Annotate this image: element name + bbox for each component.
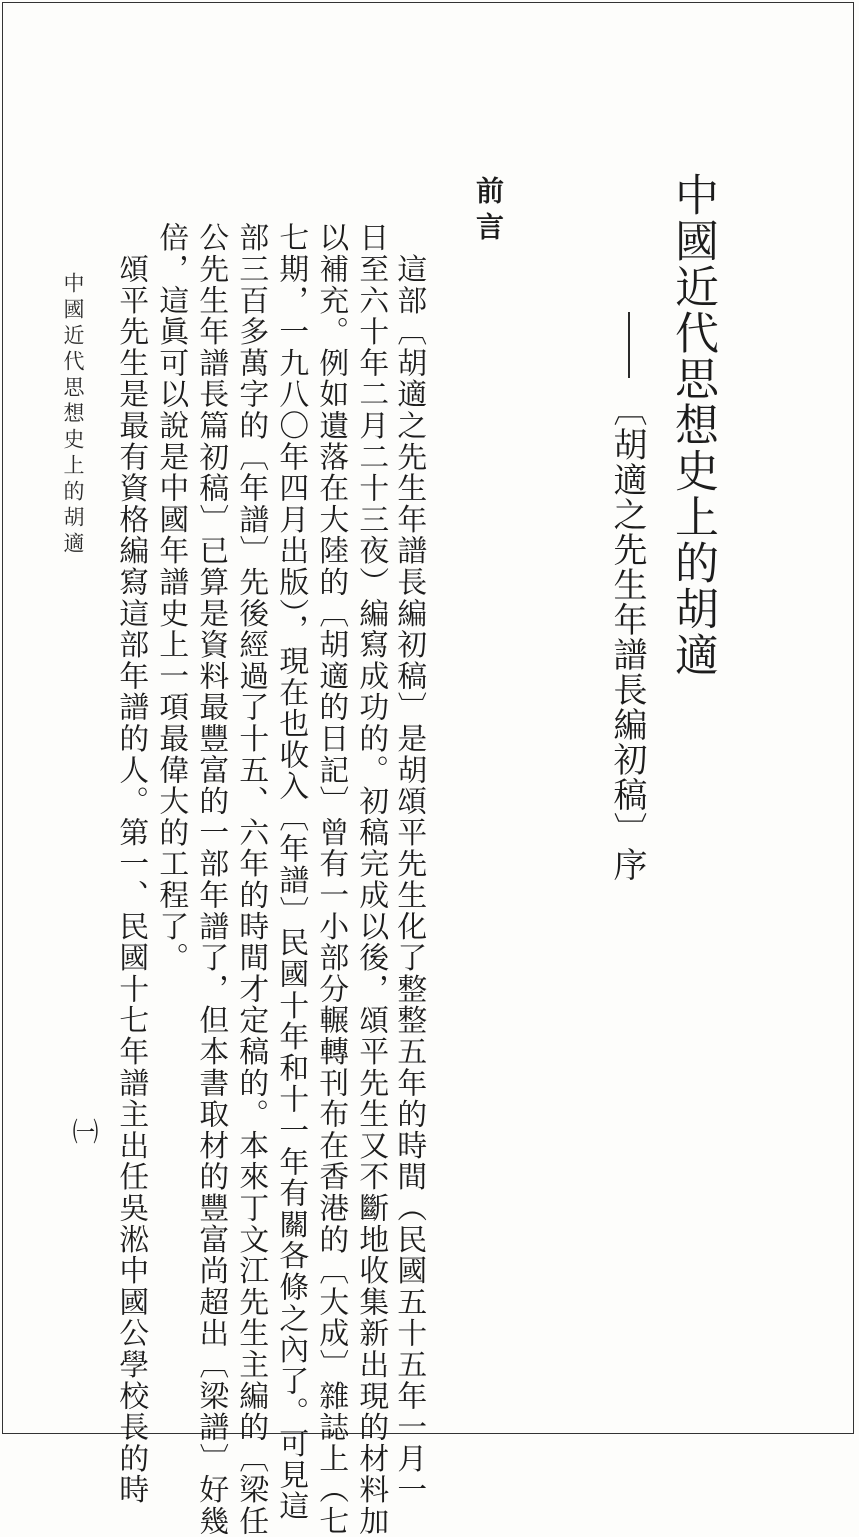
body-column-1: 這部〔胡適之先生年譜長編初稿〕是胡頌平先生化了整整五年的時間（民國五十五年一月一: [391, 222, 427, 1506]
chapter-title: 中國近代思想史上的胡適: [667, 172, 718, 678]
body-column-3: 以補充。例如遺落在大陸的〔胡適的日記〕曾有一小部分輾轉刊布在香港的〔大成〕雜誌上（七: [313, 222, 349, 1537]
body-column-2: 日至六十年二月二十三夜）編寫成功的。初稿完成以後，頌平先生又不斷地收集新出現的材料加: [353, 222, 389, 1537]
page-number: ㈠: [68, 1118, 98, 1144]
subtitle-dash: [628, 312, 630, 378]
body-column-4: 七期，一九八〇年四月出版），現在也收入〔年譜〕民國十年和十一年有關各條之內了。可見這: [273, 222, 309, 1522]
body-column-8: 頌平先生是最有資格編寫這部年譜的人。第一、民國十七年譜主出任吳淞中國公學校長的時: [113, 222, 149, 1506]
body-column-5: 部三百多萬字的〔年譜〕先後經過了十五、六年的時間才定稿的。本來丁文江先生主編的〔梁任: [233, 222, 269, 1537]
running-title: 中國近代思想史上的胡適: [61, 272, 85, 558]
body-column-7: 倍，這眞可以說是中國年譜史上一項最偉大的工程了。: [153, 222, 189, 974]
chapter-subtitle: 〔胡適之先生年譜長編初稿〕序: [607, 392, 647, 882]
body-column-6: 公先生年譜長篇初稿〕已算是資料最豐富的一部年譜了，但本書取材的豐富尚超出〔梁譜〕好幾: [193, 222, 229, 1537]
section-heading: 前言: [472, 176, 505, 248]
